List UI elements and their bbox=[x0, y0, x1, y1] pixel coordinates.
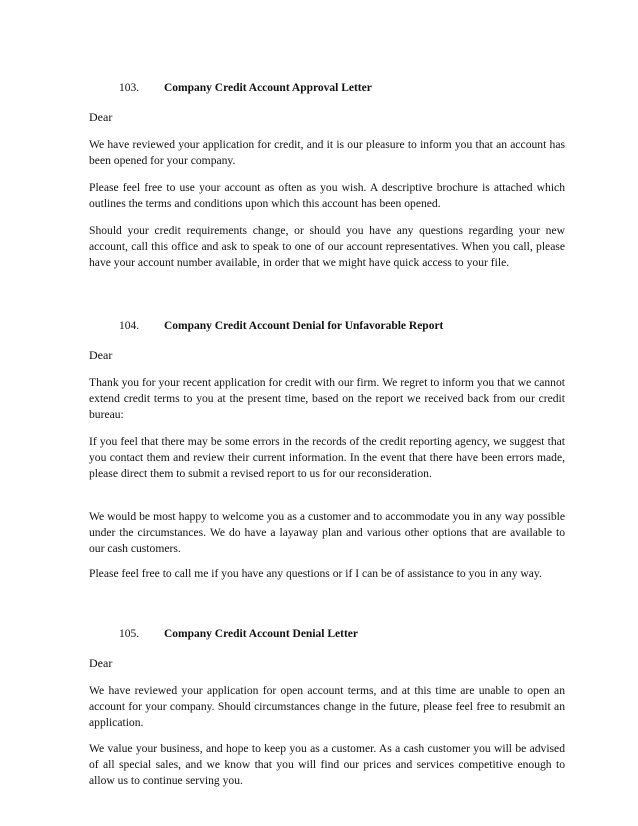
letter-number: 105. bbox=[119, 628, 140, 640]
letter-heading-105 bbox=[119, 627, 358, 641]
salutation: Dear bbox=[89, 110, 113, 124]
letter-title: Company Credit Account Denial Letter bbox=[164, 628, 358, 640]
letter-number: 103. bbox=[119, 82, 140, 94]
salutation: Dear bbox=[89, 656, 113, 670]
paragraph: If you feel that there may be some errors in the records of the credit reporting agency, we suggest that you contact them and review their current information. In the event that there have been errors made, please direct them to submit a revised report to us for our reconsideration. bbox=[89, 435, 565, 480]
letter-title: Company Credit Account Approval Letter bbox=[164, 82, 372, 94]
paragraph: We have reviewed your application for credit, and it is our pleasure to inform you that an account has been opened for your company. bbox=[89, 138, 565, 167]
letter-heading-103 bbox=[119, 81, 372, 95]
paragraph: We have reviewed your application for open account terms, and at this time are unable to open an account for your company. Should circumstances change in the future, please feel free to resubmit an application. bbox=[89, 684, 565, 729]
letter-title: Company Credit Account Denial for Unfavorable Report bbox=[164, 320, 444, 332]
paragraph: We value your business, and hope to keep you as a customer. As a cash customer you will be advised of all special sales, and we know that you will find our prices and services competitive enough to allow us to continue serving you. bbox=[89, 742, 565, 787]
letter-heading-104 bbox=[119, 319, 443, 333]
salutation: Dear bbox=[89, 348, 113, 362]
paragraph: Please feel free to use your account as often as you wish. A descriptive brochure is attached which outlines the terms and conditions upon which this account has been opened. bbox=[89, 181, 565, 210]
paragraph: We would be most happy to welcome you as a customer and to accommodate you in any way possible under the circumstances. We do have a layaway plan and various other options that are available to our cash customers. bbox=[89, 510, 565, 555]
paragraph: Should your credit requirements change, or should you have any questions regarding your new account, call this office and ask to speak to one of our account representatives. When you call, please have your account number available, in order that we might have quick access to your file. bbox=[89, 224, 565, 269]
paragraph: Please feel free to call me if you have any questions or if I can be of assistance to you in any way. bbox=[89, 567, 542, 580]
letter-number: 104. bbox=[119, 320, 140, 332]
paragraph: Thank you for your recent application for credit with our firm. We regret to inform you that we cannot extend credit terms to you at the present time, based on the report we received back from our credit bureau: bbox=[89, 376, 565, 421]
